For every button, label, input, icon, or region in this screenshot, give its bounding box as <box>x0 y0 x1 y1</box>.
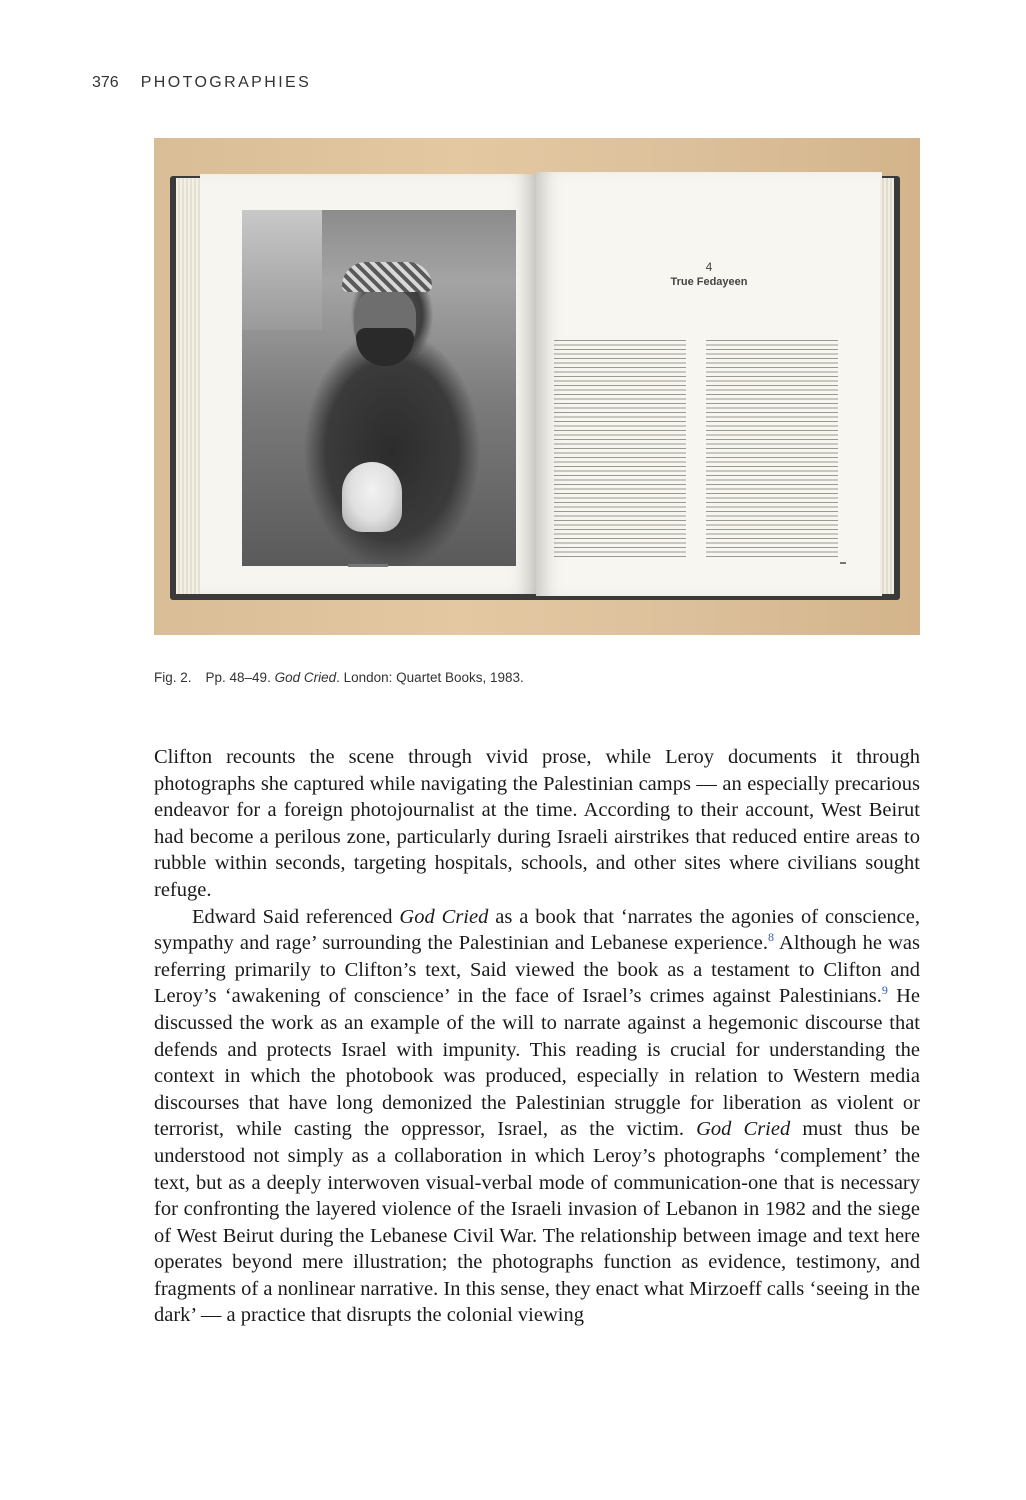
figure-book-title: God Cried <box>274 670 337 685</box>
book-title: God Cried <box>696 1118 791 1141</box>
photo-background-window <box>242 210 322 330</box>
figure-caption <box>154 670 524 685</box>
text-run: must thus be understood not simply as a collaboration in which Leroy’s photographs ‘complement’ the text, but as a deeply interwoven visual-verbal mode of communication-one that is necessary for confronting the layered violence of the Israeli invasion of Lebanon in 1982 and the siege of West Beirut during the Lebanese Civil War. The relationship between image and text here operates beyond mere illustration; the photographs function as evidence, testimony, and fragments of a nonlinear narrative. In this sense, they enact what Mirzoeff calls ‘seeing in the dark’ — a practice that disrupts the colonial viewing <box>154 1118 920 1327</box>
book-text-column-right <box>706 340 838 560</box>
photo-bandana <box>342 262 432 292</box>
figure-publication: . London: Quartet Books, 1983. <box>336 670 524 685</box>
running-head <box>92 74 311 92</box>
book-page-folio <box>840 562 846 564</box>
photo-credit-line <box>348 564 388 567</box>
book-text-column-left <box>554 340 686 560</box>
section-title: PHOTOGRAPHIES <box>140 74 312 91</box>
text-run: Although he was referring primarily to Clifton’s text, Said viewed the book as a testament to Clifton and Leroy’s ‘awakening of conscience’ in the face of Israel’s crimes against Palestinians. <box>154 932 920 1008</box>
book-title: God Cried <box>399 905 489 928</box>
page-stack-right <box>880 178 894 594</box>
photo-kitten <box>342 462 402 532</box>
footnote-ref[interactable]: 9 <box>881 983 888 998</box>
book-chapter-number: 4 <box>705 260 713 274</box>
body-text <box>154 744 920 1329</box>
text-run: He discussed the work as an example of the will to narrate against a hegemonic discourse that defends and protects Israel with impunity. This reading is crucial for understanding the context in which the photobook was produced, especially in relation to Western media discourses that have long demonized the Palestinian struggle for liberation as violent or terrorist, while casting the oppressor, Israel, as the victim. <box>154 985 921 1141</box>
figure-label: Fig. 2. <box>154 670 192 685</box>
page-number: 376 <box>92 74 119 91</box>
text-run: as a book that ‘narrates the agonies of conscience, sympathy and rage’ surrounding the Palestinian and Lebanese experience. <box>154 905 920 955</box>
photo-beard <box>356 328 414 366</box>
book-chapter-title: True Fedayeen <box>670 276 748 288</box>
figure-pages: Pp. 48–49. <box>205 670 271 685</box>
portrait-photo <box>242 210 516 566</box>
paragraph <box>154 904 920 1330</box>
text-run: Edward Said referenced <box>192 905 400 928</box>
paragraph: Clifton recounts the scene through vivid prose, while Leroy documents it through photographs she captured while navigating the Palestinian camps — an especially precarious endeavor for a foreign photojournalist at the time. According to their account, West Beirut had become a perilous zone, particularly during Israeli airstrikes that reduced entire areas to rubble within seconds, targeting hospitals, schools, and other sites where civilians sought refuge. <box>154 746 920 901</box>
figure-photo-open-book <box>154 138 920 635</box>
footnote-ref[interactable]: 8 <box>768 930 775 945</box>
